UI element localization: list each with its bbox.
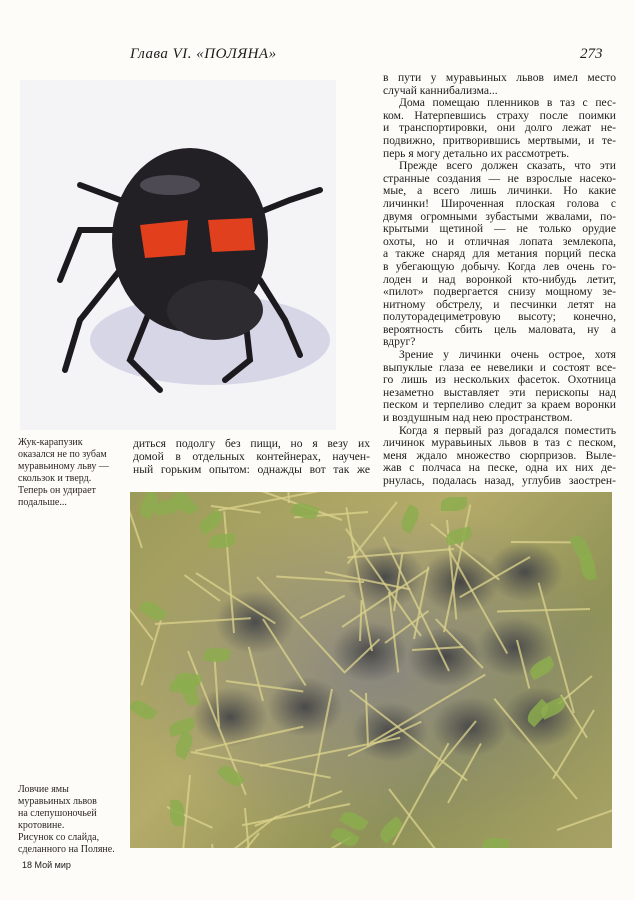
grass-blade [343,638,380,674]
grass-blade [369,674,486,744]
caption-line: на слепушоночьей [18,808,97,819]
text-line: а также снаряд для метания порций песка [383,248,616,261]
chapter-title: Глава VI. «ПОЛЯНА» [130,46,277,62]
text-line: незаметно выставляет эти перископы над [383,386,616,399]
text-line: ный горьким опытом: однажды вот так же [133,463,370,476]
leaf [397,504,421,534]
leaf [170,799,185,825]
grass-blade [347,721,421,757]
grass-blade [516,639,530,688]
caption-line: скользок и тверд. [18,473,92,484]
leaf [527,655,557,680]
grass-blade [262,618,306,685]
text-line: личинки! Широченная плоская голова с [383,197,616,210]
grass-blade [257,577,346,674]
caption-line: Ловчие ямы [18,784,69,795]
grass-blade [459,556,531,598]
grass-blade [241,803,350,826]
grass-blade [511,541,571,543]
grass-blade [308,689,333,808]
text-line: вдруг? [383,336,416,349]
text-line: ком. Натерпевшись страху после поимки [383,109,616,122]
grass-blade [223,511,235,633]
text-line: песком и терпеливо следит за краем воронки [383,399,616,412]
caption-line: Жук-карапузик [18,437,83,448]
text-line: и воздушным над нею пространством. [383,412,573,425]
leaf [208,534,234,549]
text-line: лоден и над воронкой кто-нибудь летит, [383,273,616,286]
text-line: Дома помещаю пленников в таз с пес- [399,97,616,110]
grass-blade [184,575,220,602]
caption-line: кротовине. [18,820,65,831]
leaf [169,677,196,694]
page-number: 273 [580,46,603,62]
caption-line: сделанного на Поляне. [18,844,115,855]
grass-blade [130,542,154,640]
text-line: в убегающую добычу. Когда лев очень го- [383,260,616,273]
leaf [197,508,226,535]
grass-blade [155,618,251,626]
text-line: в пути у муравьиных львов имел место [383,72,616,84]
leaf [290,500,319,521]
grass-blade [226,680,303,692]
text-line: охоты, но и отличная лопата землекопа, [383,235,616,248]
leaf [139,597,168,624]
caption-line: муравьиному льву — [18,461,109,472]
text-line: мые, а всего лишь личинки. Но какие [383,185,616,198]
caption-line: муравьиных львов [18,796,97,807]
text-line: меня ждало множество сюрпризов. Выле- [383,449,616,462]
caption-line: оказался не по зубам [18,449,107,460]
text-line: двумя огромными зубастыми жвалами, по- [383,210,616,223]
text-line: крытыми щетиной — не только орудие [383,223,616,236]
leaf [580,554,597,582]
text-line: нитному обстрелу, и песчинки летят на [383,298,616,311]
grass-blade [537,583,574,714]
caption-line: Теперь он удирает [18,485,96,496]
footer-magazine-label: 18 Мой мир [22,860,71,870]
grass-blade [130,492,143,548]
text-line: случай каннибализма... [383,84,498,97]
text-line: полутoрадециметровую высоту; конечно, [383,311,616,324]
grass-blade [248,647,264,701]
caption-line: подальше... [18,497,67,508]
grass-blade [557,801,612,831]
text-line: Прежде всего должен сказать, что эти [399,160,616,173]
grass-blade [194,725,302,751]
leaf [441,497,467,511]
leaf [482,836,509,848]
text-line: странные создания — не взрослые насеко- [383,172,616,185]
text-line: подвижно, притворившись мертвыми, и те- [383,134,616,147]
right-text-column [383,72,616,488]
text-line: рнулась, подалась назад, углубив заострен- [383,475,616,487]
text-line: го лишь из нескольких фасеток. Охотница [383,374,616,387]
leaf [203,647,230,664]
text-line: Зрение у личинки очень острое, хотя [399,349,616,362]
text-line: выпуклые глаза ее невелики и состоят все- [383,361,616,374]
text-line: и транспортировки, они долго лежат не- [383,122,616,135]
text-line: вероятность сбить цель маловата, ну а [383,323,616,336]
middle-text-column [133,437,370,476]
antlion-pits-illustration [130,492,612,848]
grass-blade [447,743,482,803]
text-line: домой в отдельных контейнерах, научен- [133,450,370,463]
grass-blade [211,844,223,848]
text-line: перь я могу детально их рассмотреть. [383,147,570,160]
caption-beetle [18,437,128,509]
beetle-illustration [20,80,336,430]
text-line: Когда я первый раз догадался поместить [399,424,616,437]
caption-line: Рисунок со слайда, [18,832,100,843]
grass-blade [299,595,344,619]
grass-blade [195,572,275,624]
grass-blade [552,709,595,779]
text-line: жав с полчаса на песке, одна их них де- [383,462,616,475]
text-line: «пилот» подвергается снизу мощному зе- [383,286,616,299]
caption-antlion-pits [18,784,128,856]
leaf [130,696,158,723]
text-line: личинок муравьиных львов в таз с песком, [383,437,616,450]
text-line: диться подолгу без пищи, но я везу их [133,437,370,450]
grass-blade [388,788,476,848]
